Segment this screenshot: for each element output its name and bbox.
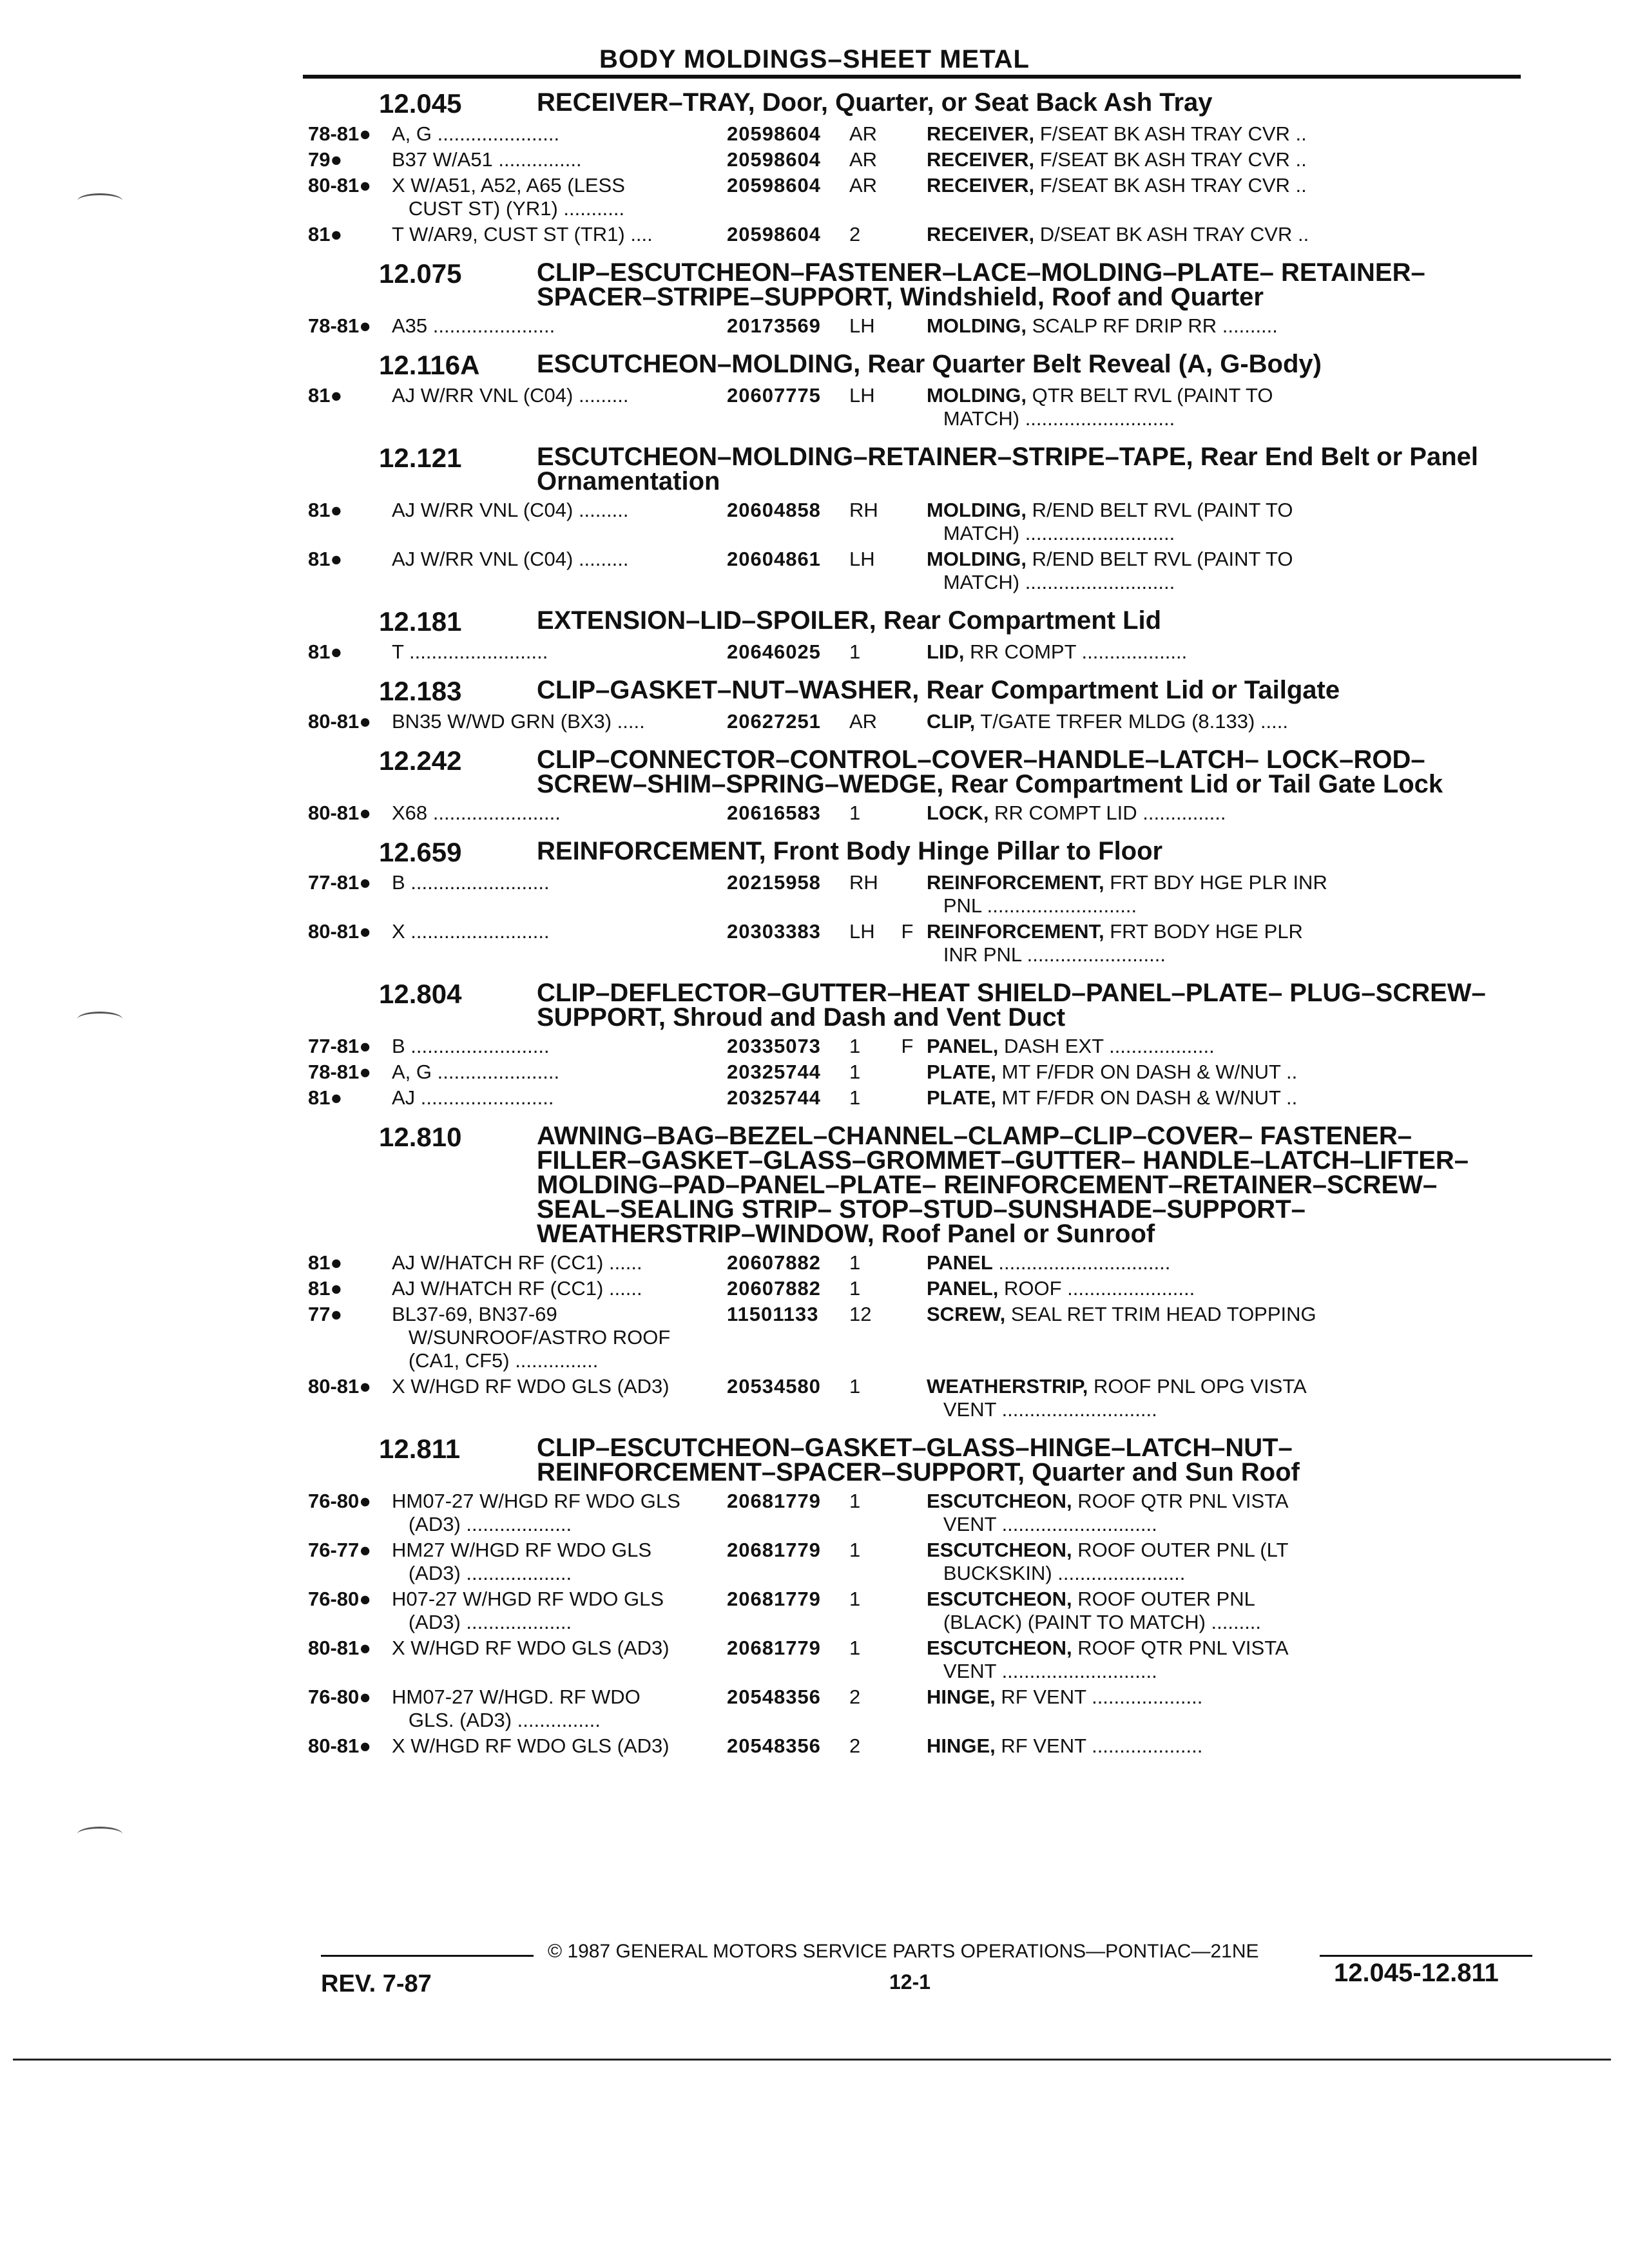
section-title: CLIP–GASKET–NUT–WASHER, Rear Compartment Lid or Tailgate bbox=[537, 676, 1340, 704]
description-noun: PANEL bbox=[927, 1251, 993, 1274]
flag-code bbox=[888, 499, 927, 545]
part-number: 20598604 bbox=[727, 223, 821, 245]
parts-section bbox=[308, 90, 1519, 246]
description-noun: PLATE, bbox=[927, 1061, 996, 1083]
quantity: 1 bbox=[849, 1637, 861, 1659]
flag-code bbox=[888, 384, 927, 430]
part-number: 20598604 bbox=[727, 148, 821, 171]
section-number: 12.075 bbox=[379, 258, 462, 289]
parts-section bbox=[308, 1124, 1519, 1421]
application: AJ W/RR VNL (C04) ......... bbox=[392, 384, 629, 407]
parts-section bbox=[308, 352, 1519, 430]
part-row bbox=[308, 802, 1519, 825]
description-detail: F/SEAT BK ASH TRAY CVR .. bbox=[1034, 148, 1307, 171]
flag-code bbox=[888, 1251, 927, 1274]
description bbox=[927, 1251, 1397, 1274]
quantity: 1 bbox=[849, 1086, 861, 1109]
footer-rule-right bbox=[1320, 1955, 1532, 1957]
flag-code bbox=[888, 710, 927, 733]
scan-mark bbox=[77, 193, 122, 208]
application: AJ ........................ bbox=[392, 1086, 554, 1109]
part-row bbox=[308, 710, 1519, 733]
part-number: 20681779 bbox=[727, 1637, 821, 1659]
part-row bbox=[308, 548, 1519, 594]
model-years: 76-80● bbox=[308, 1686, 372, 1708]
flag-code: F bbox=[901, 920, 914, 943]
quantity: AR bbox=[849, 148, 878, 171]
part-row bbox=[308, 122, 1519, 146]
description-detail: ROOF QTR PNL VISTA VENT ............................ bbox=[943, 1490, 1289, 1535]
model-years: 78-81● bbox=[308, 1061, 372, 1083]
parts-section bbox=[308, 608, 1519, 664]
description-noun: LID, bbox=[927, 640, 965, 663]
quantity: LH bbox=[849, 920, 875, 943]
part-number: 20548356 bbox=[727, 1735, 821, 1757]
description-noun: PLATE, bbox=[927, 1086, 996, 1109]
model-years: 81● bbox=[308, 1277, 343, 1300]
section-title: CLIP–CONNECTOR–CONTROL–COVER–HANDLE–LATCH– LOCK–ROD–SCREW–SHIM–SPRING–WEDGE, Rear Compartment Lid or Tail Gate Lock bbox=[537, 745, 1443, 798]
part-number: 20681779 bbox=[727, 1490, 821, 1512]
description-noun: RECEIVER, bbox=[927, 122, 1035, 145]
model-years: 76-80● bbox=[308, 1490, 372, 1512]
description bbox=[927, 499, 1397, 545]
description-noun: ESCUTCHEON, bbox=[927, 1490, 1072, 1512]
flag-code bbox=[888, 122, 927, 146]
flag-code bbox=[888, 548, 927, 594]
flag-code bbox=[888, 1303, 927, 1372]
parts-section bbox=[308, 1436, 1519, 1758]
description bbox=[927, 710, 1397, 733]
model-years: 80-81● bbox=[308, 802, 372, 824]
description bbox=[927, 223, 1397, 246]
flag-code bbox=[888, 1061, 927, 1084]
description-detail: R/END BELT RVL (PAINT TO MATCH) ........................... bbox=[943, 548, 1293, 593]
description bbox=[927, 1588, 1397, 1634]
section-number: 12.242 bbox=[379, 745, 462, 776]
quantity: 1 bbox=[849, 640, 861, 663]
part-number: 20598604 bbox=[727, 174, 821, 197]
application: T ......................... bbox=[392, 640, 548, 663]
quantity: 2 bbox=[849, 1735, 861, 1757]
scan-mark bbox=[77, 1012, 122, 1026]
part-number: 11501133 bbox=[727, 1303, 819, 1325]
description-detail: ROOF QTR PNL VISTA VENT ............................ bbox=[943, 1637, 1289, 1682]
description-detail: MT F/FDR ON DASH & W/NUT .. bbox=[996, 1086, 1298, 1109]
description bbox=[927, 920, 1397, 966]
description-detail: ROOF PNL OPG VISTA VENT ............................ bbox=[943, 1375, 1307, 1421]
part-row bbox=[308, 499, 1519, 545]
model-years: 81● bbox=[308, 640, 343, 663]
model-years: 76-77● bbox=[308, 1539, 372, 1561]
part-row bbox=[308, 1375, 1519, 1421]
part-number: 20215958 bbox=[727, 871, 821, 894]
quantity: LH bbox=[849, 314, 875, 337]
description bbox=[927, 1735, 1397, 1758]
flag-code bbox=[888, 148, 927, 171]
part-number: 20646025 bbox=[727, 640, 821, 663]
model-years: 77● bbox=[308, 1303, 343, 1325]
model-years: 81● bbox=[308, 384, 343, 407]
quantity: 1 bbox=[849, 1251, 861, 1274]
flag-code bbox=[888, 1588, 927, 1634]
section-number: 12.804 bbox=[379, 979, 462, 1009]
section-title: REINFORCEMENT, Front Body Hinge Pillar to Floor bbox=[537, 837, 1163, 865]
description bbox=[927, 1375, 1397, 1421]
part-row bbox=[308, 174, 1519, 220]
quantity: 1 bbox=[849, 802, 861, 824]
part-number: 20173569 bbox=[727, 314, 821, 337]
description-noun: ESCUTCHEON, bbox=[927, 1637, 1072, 1659]
model-years: 81● bbox=[308, 548, 343, 570]
quantity: 1 bbox=[849, 1035, 861, 1057]
model-years: 81● bbox=[308, 499, 343, 521]
application: X W/A51, A52, A65 (LESS CUST ST) (YR1) ........... bbox=[392, 174, 625, 220]
flag-code bbox=[888, 1086, 927, 1110]
section-title: CLIP–ESCUTCHEON–FASTENER–LACE–MOLDING–PLATE– RETAINER–SPACER–STRIPE–SUPPORT, Windshield, Roof and Quarter bbox=[537, 258, 1425, 311]
application: X W/HGD RF WDO GLS (AD3) bbox=[392, 1735, 670, 1757]
description bbox=[927, 122, 1397, 146]
description-noun: HINGE, bbox=[927, 1735, 996, 1757]
description-noun: MOLDING, bbox=[927, 384, 1027, 407]
section-title: AWNING–BAG–BEZEL–CHANNEL–CLAMP–CLIP–COVER– FASTENER–FILLER–GASKET–GLASS–GROMMET–GUTTER– HANDLE–LATCH–LIFTER–MOLDING–PAD–PANEL–PLATE– REINFORCEMENT–RETAINER–SCREW–SEAL–SEALING STRIP– STOP–STUD–SUNSHADE–SUPPORT–WEATHERSTRIP–WINDOW, Roof Panel or Sunroof bbox=[537, 1122, 1469, 1248]
model-years: 79● bbox=[308, 148, 343, 171]
section-header bbox=[308, 678, 1519, 705]
description-noun: LOCK, bbox=[927, 802, 989, 824]
model-years: 78-81● bbox=[308, 122, 372, 145]
part-number: 20681779 bbox=[727, 1588, 821, 1610]
application: B37 W/A51 ............... bbox=[392, 148, 582, 171]
part-number: 20548356 bbox=[727, 1686, 821, 1708]
footer-copyright: © 1987 GENERAL MOTORS SERVICE PARTS OPERATIONS—PONTIAC—21NE bbox=[548, 1941, 1259, 1962]
part-row bbox=[308, 148, 1519, 171]
section-title: ESCUTCHEON–MOLDING, Rear Quarter Belt Reveal (A, G-Body) bbox=[537, 350, 1322, 378]
description bbox=[927, 1035, 1397, 1058]
application: BL37-69, BN37-69 W/SUNROOF/ASTRO ROOF (CA1, CF5) ............... bbox=[392, 1303, 671, 1372]
part-row bbox=[308, 1686, 1519, 1732]
description bbox=[927, 1686, 1397, 1732]
flag-code: F bbox=[901, 1035, 914, 1057]
description-detail: FRT BODY HGE PLR INR PNL ......................... bbox=[943, 920, 1303, 966]
application: AJ W/RR VNL (C04) ......... bbox=[392, 548, 629, 570]
model-years: 81● bbox=[308, 1086, 343, 1109]
description-detail: ROOF OUTER PNL (BLACK) (PAINT TO MATCH) ......... bbox=[943, 1588, 1262, 1633]
scan-mark bbox=[77, 1827, 122, 1841]
description-detail: ROOF OUTER PNL (LT BUCKSKIN) ....................... bbox=[943, 1539, 1289, 1584]
quantity: AR bbox=[849, 710, 878, 733]
part-number: 20335073 bbox=[727, 1035, 821, 1057]
quantity: LH bbox=[849, 384, 875, 407]
description-noun: ESCUTCHEON, bbox=[927, 1588, 1072, 1610]
footer-section-range: 12.045-12.811 bbox=[1334, 1959, 1499, 1987]
parts-section bbox=[308, 981, 1519, 1110]
flag-code bbox=[888, 174, 927, 220]
quantity: 2 bbox=[849, 1686, 861, 1708]
application: AJ W/RR VNL (C04) ......... bbox=[392, 499, 629, 521]
description bbox=[927, 802, 1397, 825]
part-row bbox=[308, 1061, 1519, 1084]
application: A, G ...................... bbox=[392, 1061, 560, 1083]
section-title: RECEIVER–TRAY, Door, Quarter, or Seat Back Ash Tray bbox=[537, 88, 1213, 117]
application: H07-27 W/HGD RF WDO GLS (AD3) ................... bbox=[392, 1588, 664, 1633]
section-title: CLIP–DEFLECTOR–GUTTER–HEAT SHIELD–PANEL–PLATE– PLUG–SCREW–SUPPORT, Shroud and Dash and Vent Duct bbox=[537, 979, 1486, 1032]
model-years: 77-81● bbox=[308, 1035, 372, 1057]
model-years: 81● bbox=[308, 1251, 343, 1274]
part-row bbox=[308, 1035, 1519, 1058]
section-header bbox=[308, 352, 1519, 379]
application: AJ W/HATCH RF (CC1) ...... bbox=[392, 1251, 642, 1274]
application: X W/HGD RF WDO GLS (AD3) bbox=[392, 1375, 670, 1398]
application: AJ W/HATCH RF (CC1) ...... bbox=[392, 1277, 642, 1300]
part-number: 20607882 bbox=[727, 1277, 821, 1300]
description-detail: RF VENT .................... bbox=[995, 1686, 1203, 1708]
section-header bbox=[308, 981, 1519, 1030]
description-noun: MOLDING, bbox=[927, 314, 1027, 337]
section-title: CLIP–ESCUTCHEON–GASKET–GLASS–HINGE–LATCH–NUT– REINFORCEMENT–SPACER–SUPPORT, Quarter and Sun Roof bbox=[537, 1434, 1300, 1486]
description-noun: MOLDING, bbox=[927, 548, 1027, 570]
application: A35 ...................... bbox=[392, 314, 555, 337]
flag-code bbox=[888, 1490, 927, 1536]
flag-code bbox=[888, 1277, 927, 1300]
description-detail: ROOF ....................... bbox=[998, 1277, 1195, 1300]
description bbox=[927, 384, 1397, 430]
section-number: 12.659 bbox=[379, 837, 462, 867]
description-noun: WEATHERSTRIP, bbox=[927, 1375, 1088, 1398]
description-detail: QTR BELT RVL (PAINT TO MATCH) ........................... bbox=[943, 384, 1273, 430]
application: HM07-27 W/HGD. RF WDO GLS. (AD3) ............... bbox=[392, 1686, 641, 1731]
part-row bbox=[308, 1086, 1519, 1110]
section-number: 12.121 bbox=[379, 443, 462, 473]
description-noun: PANEL, bbox=[927, 1035, 999, 1057]
section-number: 12.181 bbox=[379, 606, 462, 637]
part-row bbox=[308, 1251, 1519, 1274]
description-detail: T/GATE TRFER MLDG (8.133) ..... bbox=[975, 710, 1289, 733]
flag-code bbox=[888, 314, 927, 338]
footer-revision: REV. 7-87 bbox=[321, 1970, 432, 1997]
description-detail: F/SEAT BK ASH TRAY CVR .. bbox=[1034, 174, 1307, 197]
description-detail: DASH EXT ................... bbox=[998, 1035, 1215, 1057]
page-title: BODY MOLDINGS–SHEET METAL bbox=[599, 45, 1030, 73]
model-years: 78-81● bbox=[308, 314, 372, 337]
description bbox=[927, 174, 1397, 220]
description-detail: RF VENT .................... bbox=[995, 1735, 1203, 1757]
description-detail: MT F/FDR ON DASH & W/NUT .. bbox=[996, 1061, 1298, 1083]
section-number: 12.116A bbox=[379, 350, 480, 380]
description-noun: REINFORCEMENT, bbox=[927, 871, 1104, 894]
flag-code bbox=[888, 1735, 927, 1758]
description bbox=[927, 1490, 1397, 1536]
description bbox=[927, 314, 1397, 338]
model-years: 81● bbox=[308, 223, 343, 245]
flag-code bbox=[888, 802, 927, 825]
part-row bbox=[308, 1637, 1519, 1683]
part-row bbox=[308, 920, 1519, 966]
description-noun: REINFORCEMENT, bbox=[927, 920, 1104, 943]
quantity: 2 bbox=[849, 223, 861, 245]
section-title: EXTENSION–LID–SPOILER, Rear Compartment Lid bbox=[537, 606, 1162, 635]
description bbox=[927, 1086, 1397, 1110]
application: HM07-27 W/HGD RF WDO GLS (AD3) ................... bbox=[392, 1490, 680, 1535]
quantity: AR bbox=[849, 174, 878, 197]
section-number: 12.045 bbox=[379, 88, 462, 119]
parts-section bbox=[308, 747, 1519, 825]
footer-page-number: 12-1 bbox=[889, 1970, 931, 1994]
description-detail: R/END BELT RVL (PAINT TO MATCH) ........................... bbox=[943, 499, 1293, 544]
description bbox=[927, 1303, 1397, 1372]
description bbox=[927, 1637, 1397, 1683]
quantity: AR bbox=[849, 122, 878, 145]
section-header bbox=[308, 608, 1519, 635]
part-number: 20627251 bbox=[727, 710, 821, 733]
part-number: 20607775 bbox=[727, 384, 821, 407]
part-row bbox=[308, 871, 1519, 918]
section-number: 12.810 bbox=[379, 1122, 462, 1152]
part-number: 20681779 bbox=[727, 1539, 821, 1561]
part-row bbox=[308, 1735, 1519, 1758]
quantity: RH bbox=[849, 871, 878, 894]
application: X ......................... bbox=[392, 920, 550, 943]
quantity: LH bbox=[849, 548, 875, 570]
description-noun: RECEIVER, bbox=[927, 174, 1035, 197]
part-row bbox=[308, 1490, 1519, 1536]
quantity: 1 bbox=[849, 1375, 861, 1398]
section-header bbox=[308, 260, 1519, 309]
part-number: 20325744 bbox=[727, 1086, 821, 1109]
quantity: 1 bbox=[849, 1061, 861, 1083]
description-detail: SCALP RF DRIP RR .......... bbox=[1027, 314, 1278, 337]
description bbox=[927, 1539, 1397, 1585]
part-number: 20604861 bbox=[727, 548, 821, 570]
section-number: 12.183 bbox=[379, 676, 462, 706]
part-row bbox=[308, 314, 1519, 338]
description bbox=[927, 548, 1397, 594]
part-number: 20616583 bbox=[727, 802, 821, 824]
header-rule bbox=[303, 75, 1521, 79]
application: X68 ....................... bbox=[392, 802, 561, 824]
section-title: ESCUTCHEON–MOLDING–RETAINER–STRIPE–TAPE, Rear End Belt or Panel Ornamentation bbox=[537, 443, 1478, 495]
description-noun: RECEIVER, bbox=[927, 223, 1035, 245]
application: A, G ...................... bbox=[392, 122, 560, 145]
part-row bbox=[308, 1303, 1519, 1372]
application: HM27 W/HGD RF WDO GLS (AD3) ................... bbox=[392, 1539, 652, 1584]
quantity: 12 bbox=[849, 1303, 872, 1325]
part-row bbox=[308, 640, 1519, 664]
section-header bbox=[308, 1124, 1519, 1246]
description bbox=[927, 1277, 1397, 1300]
section-header bbox=[308, 90, 1519, 117]
flag-code bbox=[888, 1686, 927, 1732]
flag-code bbox=[888, 640, 927, 664]
description-detail: D/SEAT BK ASH TRAY CVR .. bbox=[1034, 223, 1309, 245]
model-years: 80-81● bbox=[308, 1735, 372, 1757]
parts-section bbox=[308, 678, 1519, 733]
quantity: 1 bbox=[849, 1277, 861, 1300]
parts-section bbox=[308, 839, 1519, 966]
description-detail: ............................... bbox=[992, 1251, 1171, 1274]
description-noun: SCREW, bbox=[927, 1303, 1006, 1325]
description-detail: RR COMPT LID ............... bbox=[988, 802, 1226, 824]
model-years: 80-81● bbox=[308, 174, 372, 197]
description-noun: CLIP, bbox=[927, 710, 976, 733]
description bbox=[927, 871, 1397, 918]
description-detail: SEAL RET TRIM HEAD TOPPING bbox=[1005, 1303, 1316, 1325]
description-detail: RR COMPT ................... bbox=[964, 640, 1188, 663]
description-detail: F/SEAT BK ASH TRAY CVR .. bbox=[1034, 122, 1307, 145]
part-row bbox=[308, 1539, 1519, 1585]
bottom-rule bbox=[13, 2059, 1611, 2061]
part-number: 20598604 bbox=[727, 122, 821, 145]
description-noun: MOLDING, bbox=[927, 499, 1027, 521]
part-row bbox=[308, 1588, 1519, 1634]
part-number: 20604858 bbox=[727, 499, 821, 521]
model-years: 76-80● bbox=[308, 1588, 372, 1610]
description-noun: RECEIVER, bbox=[927, 148, 1035, 171]
model-years: 80-81● bbox=[308, 1375, 372, 1398]
model-years: 77-81● bbox=[308, 871, 372, 894]
flag-code bbox=[888, 871, 927, 918]
part-number: 20534580 bbox=[727, 1375, 821, 1398]
flag-code bbox=[888, 1375, 927, 1421]
part-number: 20607882 bbox=[727, 1251, 821, 1274]
parts-section bbox=[308, 445, 1519, 594]
section-header bbox=[308, 445, 1519, 494]
description bbox=[927, 640, 1397, 664]
application: B ......................... bbox=[392, 871, 550, 894]
quantity: 1 bbox=[849, 1588, 861, 1610]
part-number: 20303383 bbox=[727, 920, 821, 943]
flag-code bbox=[888, 223, 927, 246]
description-noun: PANEL, bbox=[927, 1277, 999, 1300]
model-years: 80-81● bbox=[308, 1637, 372, 1659]
description bbox=[927, 1061, 1397, 1084]
description-detail: FRT BDY HGE PLR INR PNL ........................... bbox=[943, 871, 1327, 917]
part-number: 20325744 bbox=[727, 1061, 821, 1083]
description bbox=[927, 148, 1397, 171]
section-header bbox=[308, 839, 1519, 866]
model-years: 80-81● bbox=[308, 710, 372, 733]
flag-code bbox=[888, 1637, 927, 1683]
description-noun: HINGE, bbox=[927, 1686, 996, 1708]
parts-section bbox=[308, 260, 1519, 338]
section-header bbox=[308, 747, 1519, 796]
part-row bbox=[308, 1277, 1519, 1300]
description-noun: ESCUTCHEON, bbox=[927, 1539, 1072, 1561]
quantity: 1 bbox=[849, 1539, 861, 1561]
parts-list bbox=[308, 90, 1519, 1772]
application: T W/AR9, CUST ST (TR1) .... bbox=[392, 223, 653, 245]
footer-rule-left bbox=[321, 1955, 534, 1957]
application: B ......................... bbox=[392, 1035, 550, 1057]
model-years: 80-81● bbox=[308, 920, 372, 943]
application: BN35 W/WD GRN (BX3) ..... bbox=[392, 710, 645, 733]
part-row bbox=[308, 223, 1519, 246]
application: X W/HGD RF WDO GLS (AD3) bbox=[392, 1637, 670, 1659]
quantity: 1 bbox=[849, 1490, 861, 1512]
quantity: RH bbox=[849, 499, 878, 521]
part-row bbox=[308, 384, 1519, 430]
section-number: 12.811 bbox=[379, 1434, 461, 1464]
flag-code bbox=[888, 1539, 927, 1585]
section-header bbox=[308, 1436, 1519, 1485]
